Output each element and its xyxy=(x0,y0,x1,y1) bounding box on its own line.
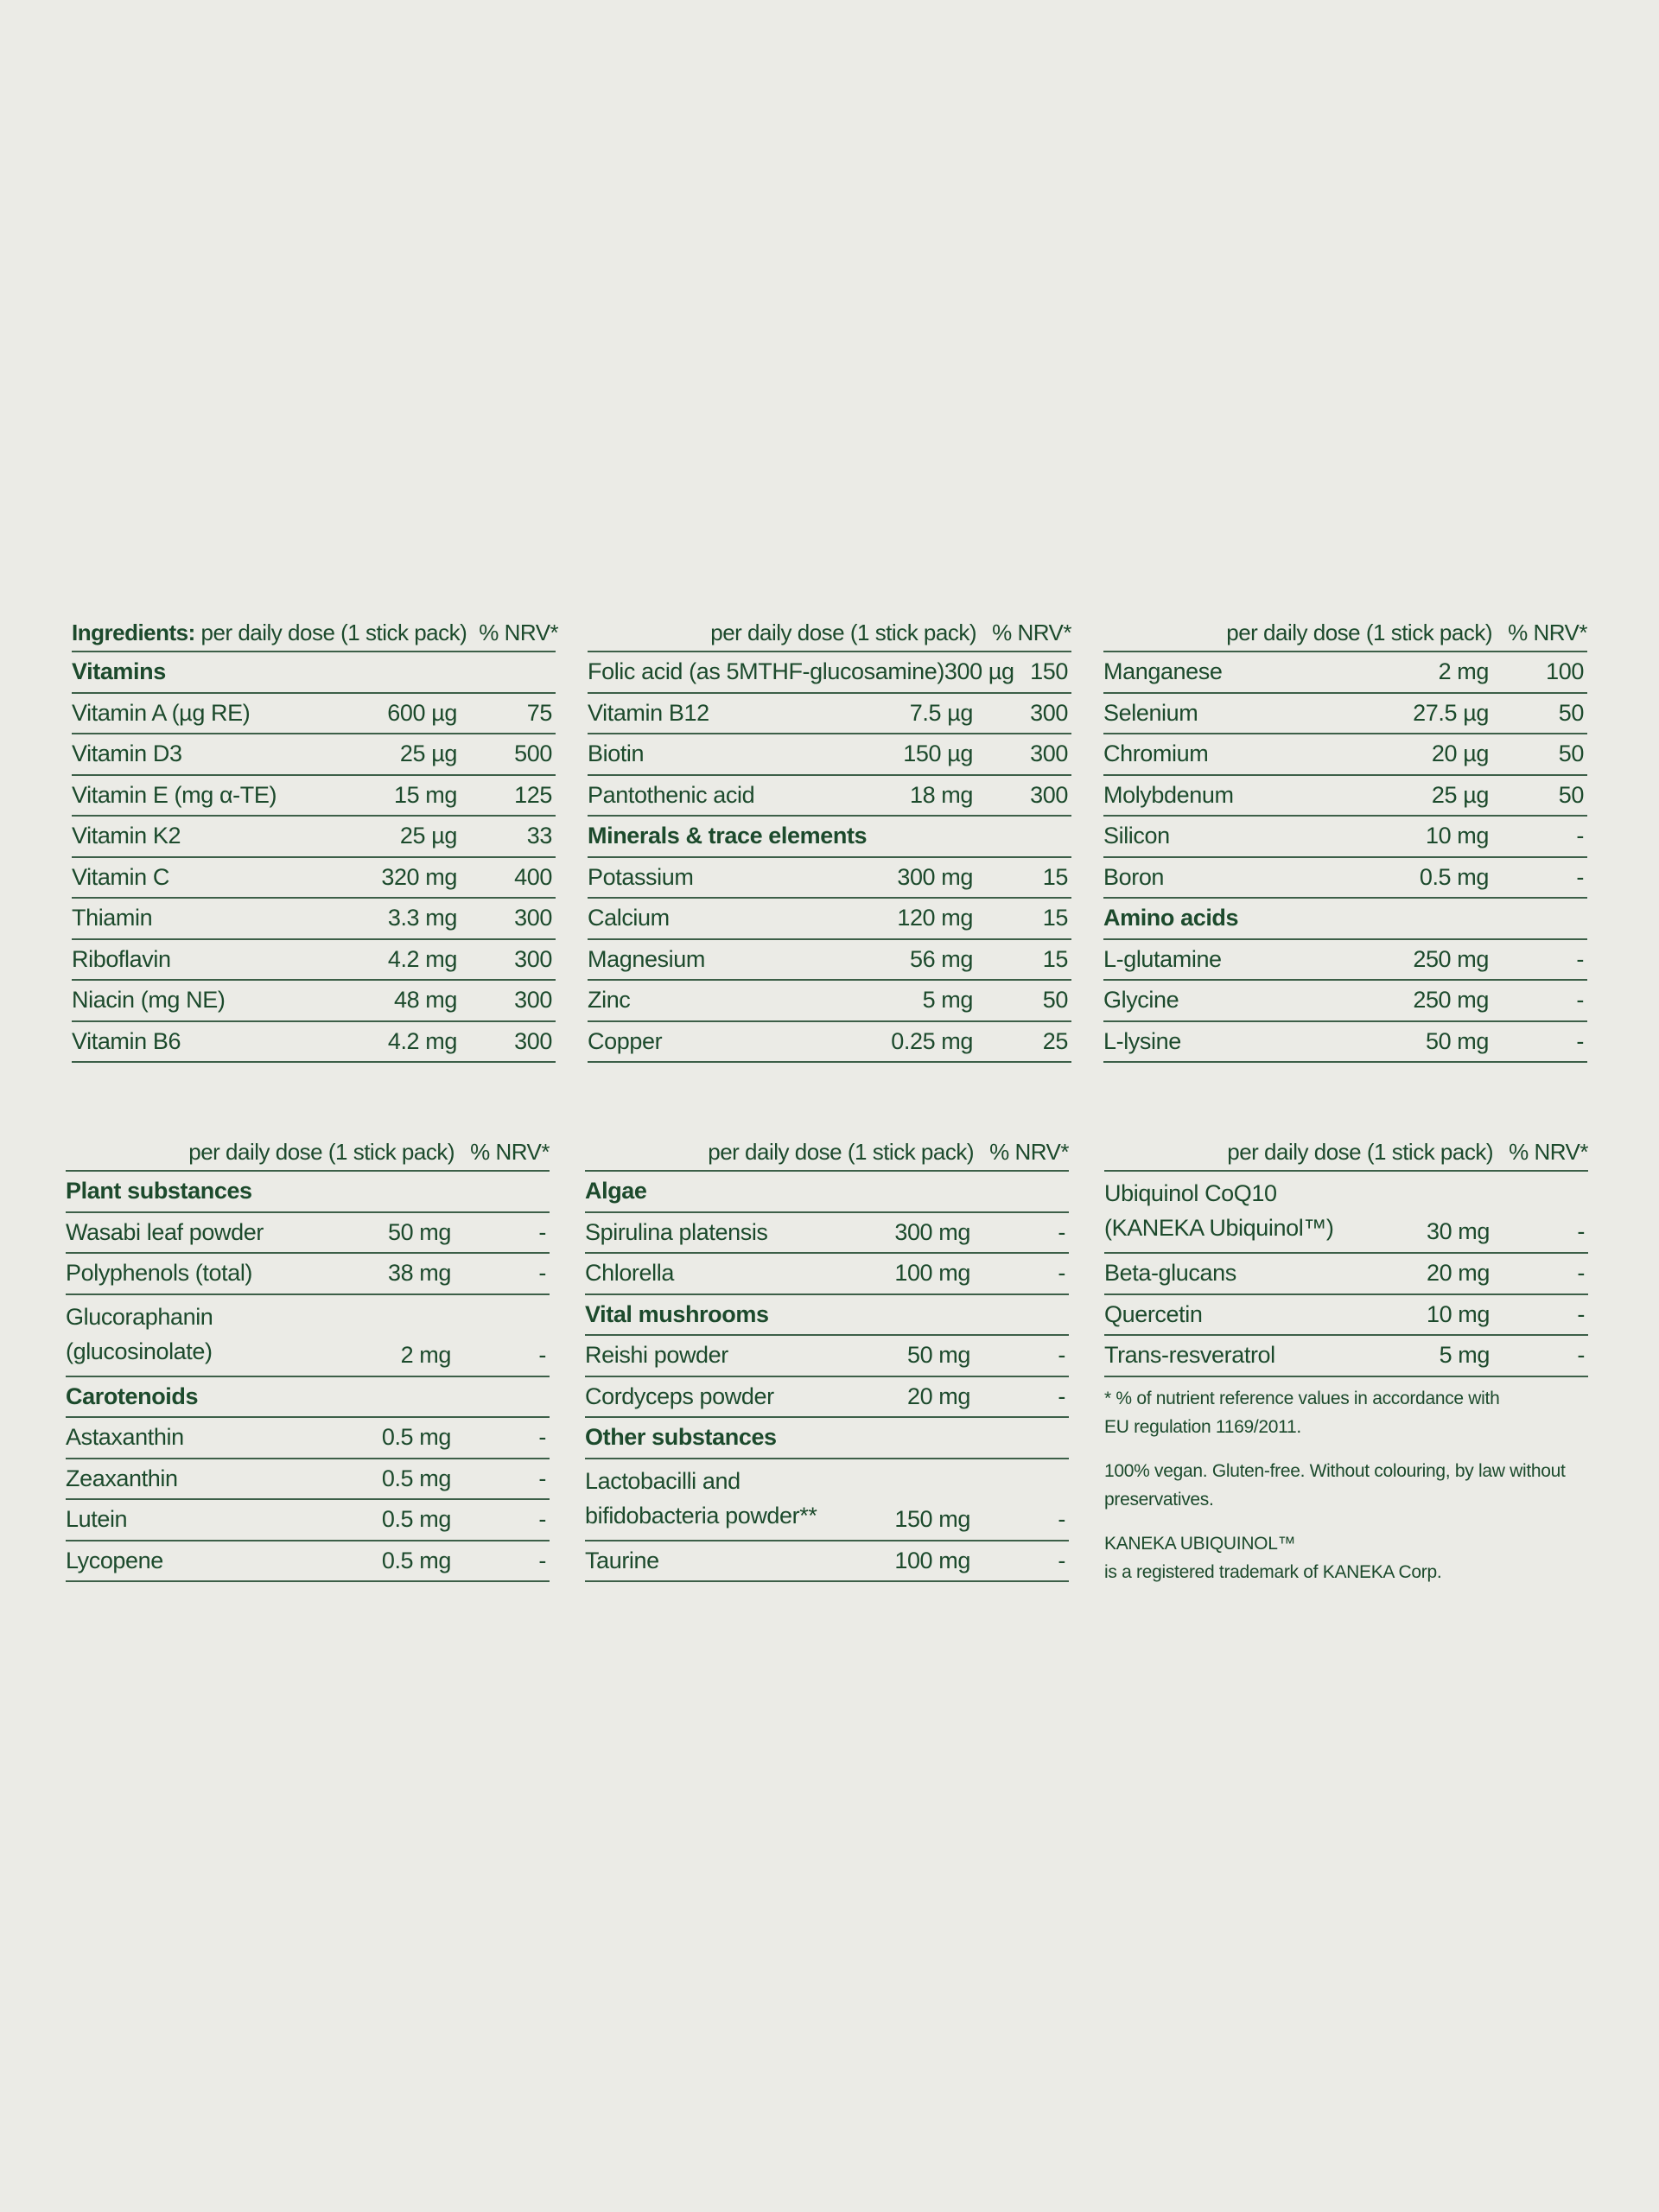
table-row xyxy=(585,1377,1069,1419)
nrv-column-header: % NRV* xyxy=(1508,619,1587,645)
ingredient-amount: 0.5 mg xyxy=(381,1506,451,1533)
footnotes xyxy=(1104,1384,1597,1602)
dose-column-header xyxy=(1104,1139,1505,1166)
table-row xyxy=(1104,1295,1588,1337)
table-row xyxy=(588,776,1071,817)
ingredient-name: Boron xyxy=(1103,863,1165,890)
ingredient-name: Astaxanthin xyxy=(66,1424,184,1451)
table-row xyxy=(1103,776,1587,817)
table-row xyxy=(72,940,556,982)
table-header xyxy=(72,614,559,652)
ingredient-amount: 0.5 mg xyxy=(381,1465,451,1491)
section-heading: Algae xyxy=(585,1178,647,1205)
section-heading-row xyxy=(66,1377,550,1419)
dose-column-header xyxy=(585,1139,986,1166)
ingredient-amount: 20 µg xyxy=(1431,741,1489,767)
dose-column-header xyxy=(66,1139,467,1166)
nrv-footnote xyxy=(1104,1384,1597,1441)
ingredient-name: Thiamin xyxy=(72,905,153,931)
ingredient-amount: 150 mg xyxy=(894,1505,970,1532)
ingredient-amount: 5 mg xyxy=(922,987,973,1014)
ingredient-amount: 300 mg xyxy=(897,863,973,890)
ingredient-name: Trans-resveratrol xyxy=(1104,1342,1275,1369)
ingredient-name: Niacin (mg NE) xyxy=(72,987,226,1014)
ingredient-name: Molybdenum xyxy=(1103,781,1234,808)
table-row xyxy=(588,734,1071,776)
nrv-column-header: % NRV* xyxy=(1509,1138,1588,1165)
ingredient-nrv: 50 xyxy=(1042,987,1068,1014)
ingredient-nrv: 33 xyxy=(526,823,552,849)
ingredient-name: Quercetin xyxy=(1104,1300,1203,1327)
table-row xyxy=(72,1022,556,1064)
ingredient-nrv: - xyxy=(1058,1382,1065,1409)
ingredient-name: Glycine xyxy=(1103,987,1179,1014)
ingredient-name: Vitamin B6 xyxy=(72,1027,181,1054)
ingredient-nrv: - xyxy=(538,1260,546,1287)
table-row xyxy=(588,652,1071,694)
nutrition-table-4 xyxy=(66,1134,550,1582)
section-heading-row xyxy=(585,1418,1069,1459)
ingredient-name: Vitamin E (mg α-TE) xyxy=(72,781,277,808)
section-heading: Other substances xyxy=(585,1424,777,1451)
table-header xyxy=(585,1134,1069,1172)
ingredient-nrv: - xyxy=(1576,987,1584,1014)
table-row xyxy=(585,1213,1069,1255)
ingredient-name: Vitamin K2 xyxy=(72,823,181,849)
ingredient-amount: 600 µg xyxy=(387,699,457,726)
ingredient-nrv: - xyxy=(1058,1505,1065,1532)
ingredient-amount: 150 µg xyxy=(903,741,973,767)
ingredient-amount: 50 mg xyxy=(1425,1027,1489,1054)
ingredient-amount: 50 mg xyxy=(387,1218,451,1245)
ingredient-amount: 100 mg xyxy=(894,1260,970,1287)
ingredient-nrv: - xyxy=(1577,1260,1585,1287)
ingredient-amount: 56 mg xyxy=(909,945,973,972)
table-header xyxy=(66,1134,550,1172)
ingredient-name: L-lysine xyxy=(1103,1027,1181,1054)
dose-header-text: per daily dose (1 stick pack) xyxy=(708,1138,974,1165)
nrv-column-header: % NRV* xyxy=(470,1138,550,1165)
table-row xyxy=(588,858,1071,899)
ingredient-nrv: 50 xyxy=(1558,781,1584,808)
ingredient-name: Reishi powder xyxy=(585,1342,728,1369)
ingredient-amount: 15 mg xyxy=(393,781,457,808)
ingredient-nrv: 300 xyxy=(514,905,552,931)
table-header xyxy=(1103,614,1587,652)
ingredient-name: Vitamin A (µg RE) xyxy=(72,699,251,726)
table-row xyxy=(66,1213,550,1255)
ingredient-name: Beta-glucans xyxy=(1104,1260,1236,1287)
table-row xyxy=(1103,940,1587,982)
ingredient-nrv: 300 xyxy=(1030,741,1068,767)
ingredient-nrv: 500 xyxy=(514,741,552,767)
ingredient-nrv: - xyxy=(538,1506,546,1533)
ingredient-amount: 120 mg xyxy=(897,905,973,931)
table-row xyxy=(72,817,556,858)
ingredient-amount: 300 mg xyxy=(894,1218,970,1245)
section-heading: Vitamins xyxy=(72,658,166,685)
table-row xyxy=(588,694,1071,735)
ingredient-nrv: - xyxy=(1576,1027,1584,1054)
ingredient-name: Chlorella xyxy=(585,1260,674,1287)
ingredient-name: Silicon xyxy=(1103,823,1170,849)
ingredient-name: Calcium xyxy=(588,905,670,931)
table-row xyxy=(588,1022,1071,1064)
ingredient-nrv: - xyxy=(1058,1547,1065,1573)
nrv-footnote-line1: * % of nutrient reference values in accordance with xyxy=(1104,1389,1500,1408)
ingredient-amount: 10 mg xyxy=(1425,823,1489,849)
nutrition-table-2 xyxy=(588,614,1071,1063)
trademark-note-line2: is a registered trademark of KANEKA Corp. xyxy=(1104,1562,1442,1582)
ingredient-amount: 300 µg xyxy=(944,658,1014,685)
ingredient-amount: 0.25 mg xyxy=(891,1027,973,1054)
table-row xyxy=(588,981,1071,1022)
ingredient-name: Manganese xyxy=(1103,658,1223,685)
ingredient-nrv: 300 xyxy=(514,945,552,972)
dose-column-header xyxy=(72,620,479,646)
ingredient-amount: 25 µg xyxy=(399,823,457,849)
ingredient-nrv: 15 xyxy=(1042,863,1068,890)
table-row xyxy=(585,1254,1069,1295)
ingredient-amount: 4.2 mg xyxy=(387,1027,457,1054)
ingredient-nrv: - xyxy=(1058,1260,1065,1287)
ingredient-amount: 50 mg xyxy=(906,1342,970,1369)
table-row xyxy=(1103,858,1587,899)
ingredient-amount: 20 mg xyxy=(1426,1260,1490,1287)
nutrition-table-3 xyxy=(1103,614,1587,1063)
table-row xyxy=(66,1541,550,1583)
dose-column-header xyxy=(588,620,988,646)
table-row xyxy=(1103,817,1587,858)
ingredient-name: Biotin xyxy=(588,741,645,767)
trademark-note xyxy=(1104,1529,1597,1586)
trademark-note-line1: KANEKA UBIQUINOL™ xyxy=(1104,1534,1296,1554)
ingredient-name: Riboflavin xyxy=(72,945,171,972)
table-row xyxy=(66,1254,550,1295)
dose-header-text: per daily dose (1 stick pack) xyxy=(188,1138,454,1165)
ingredient-name: Taurine xyxy=(585,1547,659,1573)
ingredient-amount: 2 mg xyxy=(1438,658,1489,685)
table-row xyxy=(1104,1336,1588,1377)
ingredient-name: Folic acid (as 5MTHF-glucosamine) xyxy=(588,658,944,685)
ingredient-nrv: - xyxy=(538,1547,546,1573)
ingredient-amount: 250 mg xyxy=(1413,945,1489,972)
ingredient-nrv: - xyxy=(1576,823,1584,849)
section-heading: Plant substances xyxy=(66,1178,252,1205)
dose-header-text: per daily dose (1 stick pack) xyxy=(1226,619,1492,645)
nrv-column-header: % NRV* xyxy=(989,1138,1069,1165)
table-row xyxy=(66,1500,550,1541)
nutrition-table-6 xyxy=(1104,1134,1588,1377)
ingredient-amount: 25 µg xyxy=(1431,781,1489,808)
ingredient-amount: 0.5 mg xyxy=(381,1547,451,1573)
section-heading-row xyxy=(72,652,556,694)
ingredient-name: Glucoraphanin (glucosinolate) xyxy=(66,1303,213,1364)
ingredient-name: Wasabi leaf powder xyxy=(66,1218,264,1245)
table-row xyxy=(72,981,556,1022)
table-row xyxy=(1104,1172,1588,1254)
ingredient-nrv: - xyxy=(1576,863,1584,890)
nrv-footnote-line2: EU regulation 1169/2011. xyxy=(1104,1417,1301,1437)
section-heading-row xyxy=(585,1172,1069,1213)
table-row xyxy=(1104,1254,1588,1295)
ingredient-amount: 4.2 mg xyxy=(387,945,457,972)
table-row xyxy=(588,940,1071,982)
ingredient-nrv: 50 xyxy=(1558,741,1584,767)
table-row xyxy=(1103,1022,1587,1064)
ingredient-name: Vitamin D3 xyxy=(72,741,182,767)
ingredient-nrv: 400 xyxy=(514,863,552,890)
nutrition-table-5 xyxy=(585,1134,1069,1582)
ingredient-name: Ubiquinol CoQ10 (KANEKA Ubiquinol™) xyxy=(1104,1180,1334,1241)
table-row xyxy=(585,1541,1069,1583)
ingredient-amount: 0.5 mg xyxy=(1419,863,1489,890)
table-row xyxy=(66,1459,550,1501)
table-row xyxy=(66,1418,550,1459)
section-heading-row xyxy=(588,817,1071,858)
ingredient-nrv: 15 xyxy=(1042,945,1068,972)
ingredient-amount: 0.5 mg xyxy=(381,1424,451,1451)
section-heading: Carotenoids xyxy=(66,1382,199,1409)
ingredient-nrv: 300 xyxy=(514,987,552,1014)
ingredient-amount: 48 mg xyxy=(393,987,457,1014)
dose-column-header xyxy=(1103,620,1504,646)
nrv-column-header: % NRV* xyxy=(992,619,1071,645)
ingredient-amount: 38 mg xyxy=(387,1260,451,1287)
ingredient-name: Polyphenols (total) xyxy=(66,1260,253,1287)
ingredient-nrv: 50 xyxy=(1558,699,1584,726)
table-row xyxy=(1103,981,1587,1022)
ingredient-nrv: 100 xyxy=(1546,658,1584,685)
ingredient-nrv: - xyxy=(538,1218,546,1245)
ingredient-name: Potassium xyxy=(588,863,694,890)
ingredient-amount: 320 mg xyxy=(381,863,457,890)
ingredient-amount: 2 mg xyxy=(400,1341,451,1368)
ingredient-nrv: 25 xyxy=(1042,1027,1068,1054)
table-row xyxy=(585,1336,1069,1377)
ingredient-amount: 30 mg xyxy=(1426,1218,1490,1244)
ingredient-name: Pantothenic acid xyxy=(588,781,755,808)
ingredient-nrv: - xyxy=(1577,1218,1585,1244)
section-heading-row xyxy=(1103,899,1587,940)
ingredient-nrv: 300 xyxy=(514,1027,552,1054)
nrv-column-header: % NRV* xyxy=(479,619,559,645)
ingredient-amount: 18 mg xyxy=(909,781,973,808)
table-row xyxy=(72,734,556,776)
ingredient-name: Chromium xyxy=(1103,741,1209,767)
ingredient-nrv: 300 xyxy=(1030,781,1068,808)
section-heading: Minerals & trace elements xyxy=(588,823,868,849)
ingredient-amount: 100 mg xyxy=(894,1547,970,1573)
ingredient-nrv: - xyxy=(538,1424,546,1451)
vegan-note-line2: preservatives. xyxy=(1104,1490,1214,1510)
ingredient-name: Magnesium xyxy=(588,945,705,972)
section-heading: Amino acids xyxy=(1103,905,1239,931)
ingredient-nrv: - xyxy=(1577,1342,1585,1369)
ingredient-name: Lycopene xyxy=(66,1547,163,1573)
table-row xyxy=(72,776,556,817)
table-row xyxy=(72,858,556,899)
ingredient-nrv: - xyxy=(1577,1300,1585,1327)
ingredient-nrv: 300 xyxy=(1030,699,1068,726)
ingredient-name: Vitamin B12 xyxy=(588,699,709,726)
table-row xyxy=(588,899,1071,940)
ingredient-name: Lactobacilli and bifidobacteria powder** xyxy=(585,1467,817,1529)
ingredient-name: Zeaxanthin xyxy=(66,1465,178,1491)
table-row xyxy=(585,1459,1069,1541)
table-row xyxy=(66,1295,550,1377)
ingredient-nrv: 125 xyxy=(514,781,552,808)
table-row xyxy=(1103,652,1587,694)
ingredient-nrv: - xyxy=(1576,945,1584,972)
ingredient-nrv: 150 xyxy=(1030,658,1068,685)
ingredient-nrv: - xyxy=(1058,1342,1065,1369)
section-heading-row xyxy=(585,1295,1069,1337)
ingredient-nrv: - xyxy=(538,1465,546,1491)
ingredient-name: Copper xyxy=(588,1027,663,1054)
ingredient-name: L-glutamine xyxy=(1103,945,1222,972)
ingredient-nrv: - xyxy=(538,1341,546,1368)
dose-header-text: per daily dose (1 stick pack) xyxy=(710,619,976,645)
vegan-note xyxy=(1104,1457,1597,1514)
table-row xyxy=(1103,694,1587,735)
ingredient-name: Spirulina platensis xyxy=(585,1218,768,1245)
ingredient-name: Selenium xyxy=(1103,699,1198,726)
ingredient-amount: 25 µg xyxy=(399,741,457,767)
ingredient-name: Lutein xyxy=(66,1506,128,1533)
vegan-note-line1: 100% vegan. Gluten-free. Without colouring, by law without xyxy=(1104,1461,1566,1481)
ingredient-name: Zinc xyxy=(588,987,631,1014)
ingredients-label: Ingredients: xyxy=(72,619,195,645)
ingredient-nrv: 15 xyxy=(1042,905,1068,931)
ingredient-amount: 250 mg xyxy=(1413,987,1489,1014)
table-header xyxy=(1104,1134,1588,1172)
ingredient-amount: 5 mg xyxy=(1439,1342,1490,1369)
ingredient-name: Vitamin C xyxy=(72,863,169,890)
table-row xyxy=(72,899,556,940)
ingredient-amount: 20 mg xyxy=(906,1382,970,1409)
ingredient-amount: 7.5 µg xyxy=(909,699,973,726)
section-heading: Vital mushrooms xyxy=(585,1300,769,1327)
table-row xyxy=(72,694,556,735)
ingredient-amount: 27.5 µg xyxy=(1413,699,1489,726)
ingredient-name: Cordyceps powder xyxy=(585,1382,774,1409)
ingredient-amount: 10 mg xyxy=(1426,1300,1490,1327)
ingredient-amount: 3.3 mg xyxy=(387,905,457,931)
ingredient-nrv: 75 xyxy=(526,699,552,726)
dose-header-text: per daily dose (1 stick pack) xyxy=(1227,1138,1493,1165)
ingredient-nrv: - xyxy=(1058,1218,1065,1245)
nutrition-table-1 xyxy=(72,614,559,1063)
table-header xyxy=(588,614,1071,652)
section-heading-row xyxy=(66,1172,550,1213)
table-row xyxy=(1103,734,1587,776)
dose-header-text: per daily dose (1 stick pack) xyxy=(200,619,467,645)
